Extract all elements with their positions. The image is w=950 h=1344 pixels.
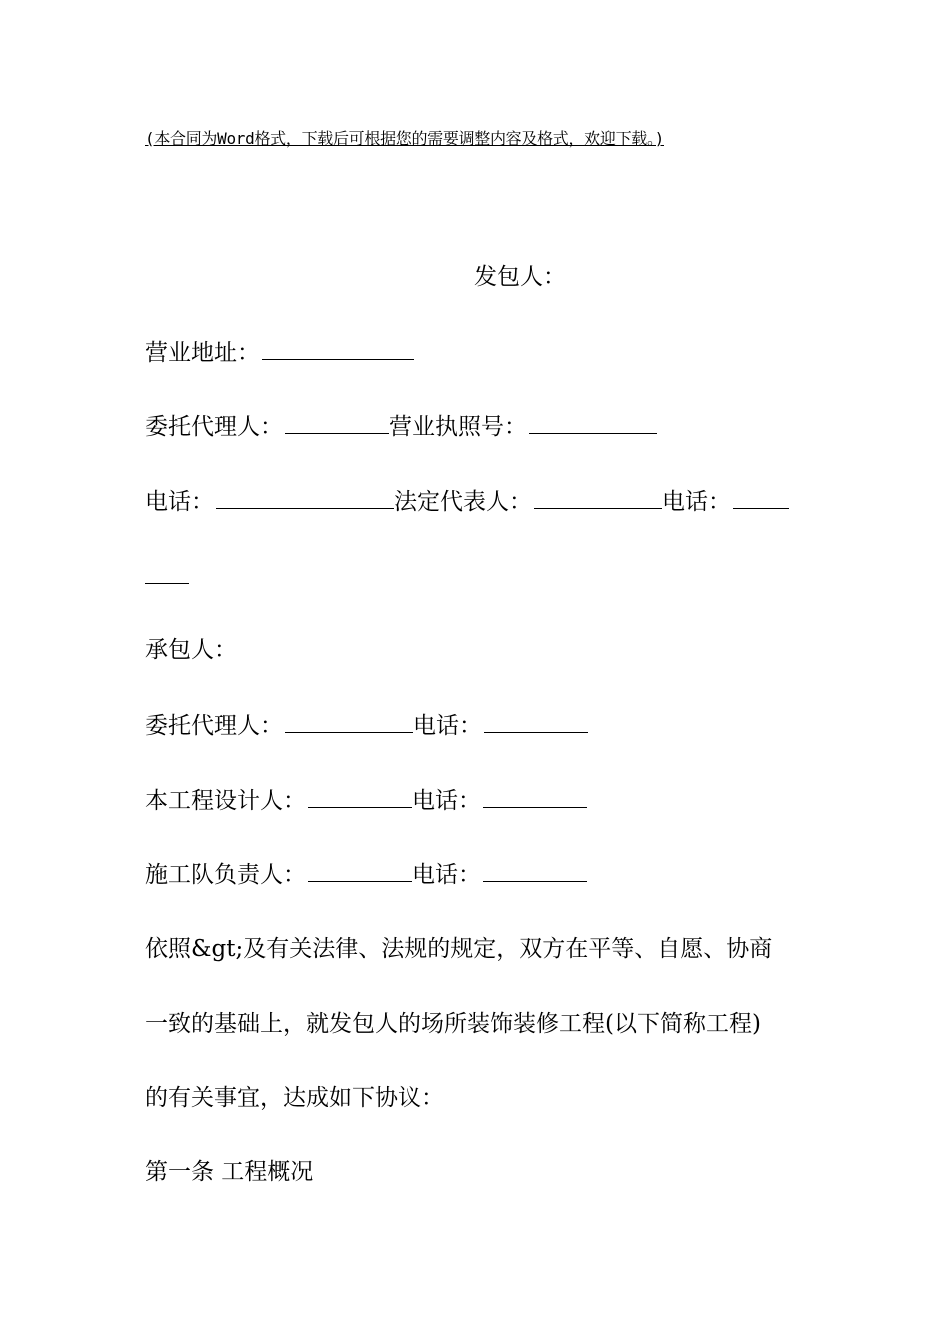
foreman-field[interactable] <box>308 859 412 882</box>
body-line-1: 依照&gt;及有关法律、法规的规定，双方在平等、自愿、协商 <box>145 936 773 962</box>
phone2-field-wrap[interactable] <box>145 561 189 584</box>
phone2-field-continued <box>145 561 189 592</box>
employer-phone-row <box>145 486 789 517</box>
foreman-phone-field[interactable] <box>483 859 587 882</box>
contractor-agent-phone-label: 电话： <box>413 713 482 739</box>
address-label: 营业地址： <box>145 340 260 366</box>
phone2-field[interactable] <box>733 486 789 509</box>
employer-heading: 发包人： <box>474 264 566 290</box>
phone2-label: 电话： <box>662 489 731 515</box>
address-field[interactable] <box>262 337 414 360</box>
contractor-agent-field[interactable] <box>285 710 413 733</box>
body-line-2: 一致的基础上，就发包人的场所装饰装修工程(以下简称工程) <box>145 1011 761 1037</box>
contractor-heading: 承包人： <box>145 637 237 663</box>
employer-agent-row <box>145 411 657 442</box>
contractor-agent-phone-field[interactable] <box>484 710 588 733</box>
agent-label: 委托代理人： <box>145 414 283 440</box>
body-line-3: 的有关事宜，达成如下协议： <box>145 1085 444 1111</box>
designer-row <box>145 785 587 816</box>
designer-label: 本工程设计人： <box>145 788 306 814</box>
agent-field[interactable] <box>285 411 389 434</box>
contractor-agent-row <box>145 710 588 741</box>
designer-phone-label: 电话： <box>412 788 481 814</box>
legal-rep-label: 法定代表人： <box>394 489 532 515</box>
contractor-agent-label: 委托代理人： <box>145 713 283 739</box>
foreman-label: 施工队负责人： <box>145 862 306 888</box>
phone-field[interactable] <box>216 486 394 509</box>
phone-label: 电话： <box>145 489 214 515</box>
header-note: (本合同为Word格式，下载后可根据您的需要调整内容及格式，欢迎下载。) <box>145 129 664 148</box>
employer-address-row <box>145 337 414 368</box>
designer-phone-field[interactable] <box>483 785 587 808</box>
legal-rep-field[interactable] <box>534 486 662 509</box>
foreman-phone-label: 电话： <box>412 862 481 888</box>
license-label: 营业执照号： <box>389 414 527 440</box>
designer-field[interactable] <box>308 785 412 808</box>
foreman-row <box>145 859 587 890</box>
article-1-heading: 第一条 工程概况 <box>145 1159 314 1185</box>
license-field[interactable] <box>529 411 657 434</box>
